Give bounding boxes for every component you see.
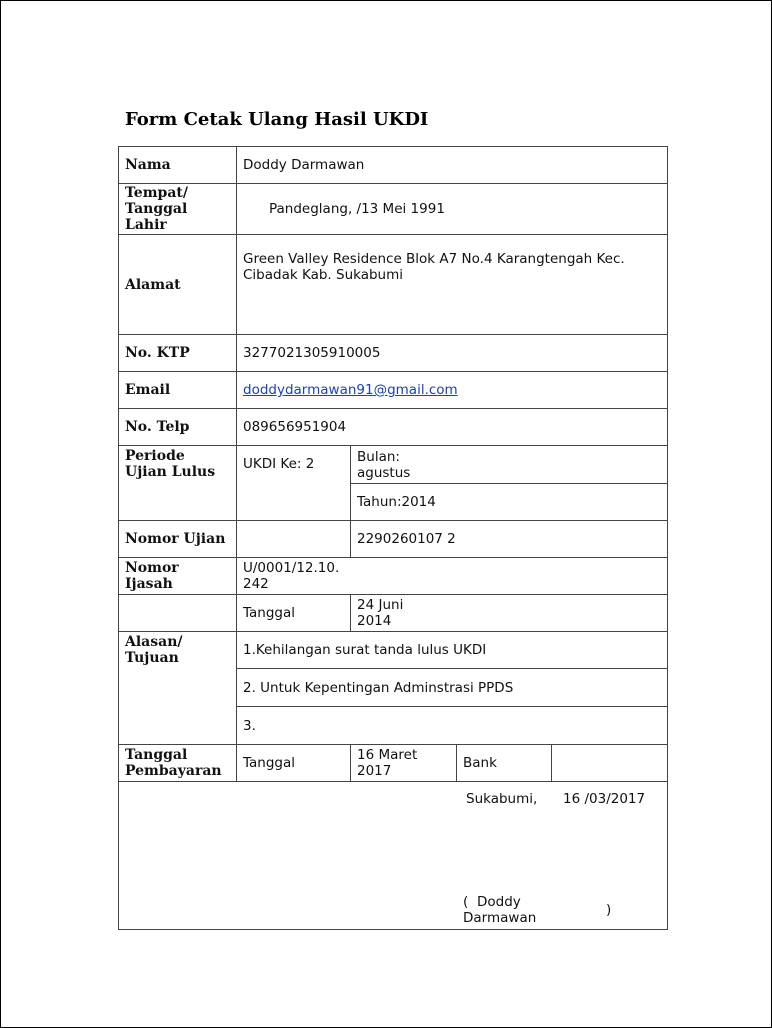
signature-open-paren: ( <box>463 894 469 910</box>
ijasah-tanggal-label: Tanggal <box>236 594 351 632</box>
bulan: Bulan: agustus <box>350 445 668 484</box>
pembayaran-tanggal-label: Tanggal <box>236 744 351 782</box>
ijasah-tanggal-value: 24 Juni 2014 <box>350 594 668 632</box>
telp-value: 089656951904 <box>236 408 668 446</box>
ktp-label: No. KTP <box>118 334 237 372</box>
nomor-ijasah-label: Nomor Ijasah <box>118 557 237 595</box>
telp-label: No. Telp <box>118 408 237 446</box>
email-label: Email <box>118 371 237 409</box>
nomor-ujian-value: 2290260107 2 <box>350 520 668 558</box>
ttl-value: Pandeglang, /13 Mei 1991 <box>236 183 668 235</box>
alasan-1: 1.Kehilangan surat tanda lulus UKDI <box>236 631 668 669</box>
alasan-2: 2. Untuk Kepentingan Adminstrasi PPDS <box>236 668 668 707</box>
email-link[interactable]: doddydarmawan91@gmail.com <box>243 382 458 398</box>
bank-value <box>551 744 668 782</box>
signature-name: Doddy Darmawan <box>463 894 537 926</box>
ukdi-ke: UKDI Ke: 2 <box>236 445 351 521</box>
periode-label: Periode Ujian Lulus <box>118 445 237 521</box>
ktp-value: 3277021305910005 <box>236 334 668 372</box>
email-cell <box>236 371 668 409</box>
nama-value: Doddy Darmawan <box>236 146 668 184</box>
alamat-label: Alamat <box>118 234 237 335</box>
ijasah-blank <box>118 594 237 632</box>
alasan-3: 3. <box>236 706 668 745</box>
signature-close-paren: ) <box>606 902 612 918</box>
bank-label: Bank <box>456 744 552 782</box>
pembayaran-tanggal-value: 16 Maret 2017 <box>350 744 457 782</box>
nomor-ijasah-value: U/0001/12.10. 242 <box>236 557 668 595</box>
alamat-value: Green Valley Residence Blok A7 No.4 Karangtengah Kec. Cibadak Kab. Sukabumi <box>236 234 668 335</box>
signature-place: Sukabumi, <box>466 791 538 807</box>
form-title: Form Cetak Ulang Hasil UKDI <box>125 109 429 130</box>
nama-label: Nama <box>118 146 237 184</box>
tahun: Tahun:2014 <box>350 483 668 521</box>
ttl-label: Tempat/ Tanggal Lahir <box>118 183 237 235</box>
signature-date: 16 /03/2017 <box>563 791 646 807</box>
nomor-ujian-label: Nomor Ujian <box>118 520 237 558</box>
alasan-label: Alasan/ Tujuan <box>118 631 237 745</box>
pembayaran-label: Tanggal Pembayaran <box>118 744 237 782</box>
nomor-ujian-blank <box>236 520 351 558</box>
